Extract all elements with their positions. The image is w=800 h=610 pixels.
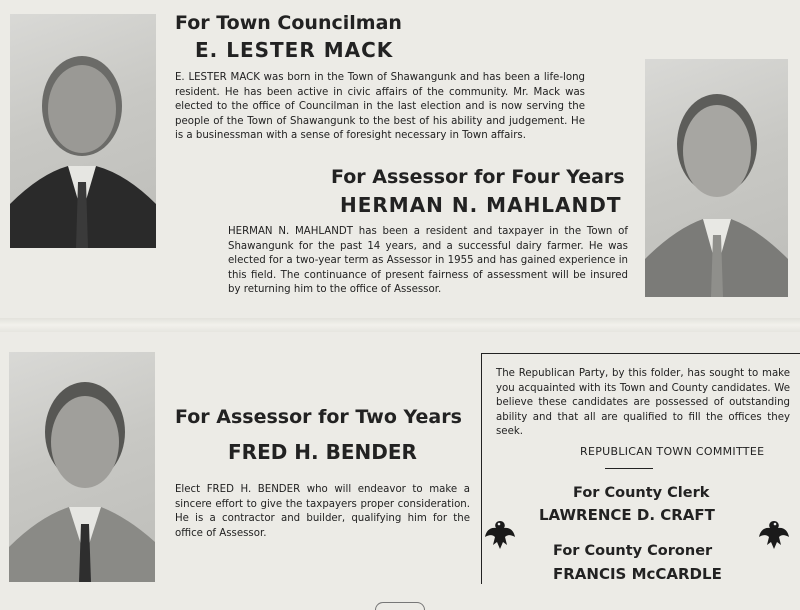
councilman-heading: For Town Councilman: [175, 12, 402, 34]
signature-rule: [605, 468, 653, 469]
page-fold: [0, 318, 800, 332]
assessor-two-heading: For Assessor for Two Years: [175, 406, 462, 428]
box-top-rule: [481, 353, 800, 354]
assessor-two-name: FRED H. BENDER: [228, 440, 417, 464]
committee-statement: The Republican Party, by this folder, has sought to make you acquainted with its Town and County candidates. We believe these candidates are possessed of outstanding ability and that all are qualified to fill the offices they seek.: [496, 368, 790, 438]
box-left-rule: [481, 353, 482, 584]
photo-herman-mahlandt: [645, 59, 788, 297]
assessor-two-bio: Elect FRED H. BENDER who will endeavor to make a sincere effort to give the taxpayers proper consideration. He is a contractor and builder, qualifying him for the office of Assessor.: [175, 484, 470, 539]
assessor-four-name: HERMAN N. MAHLANDT: [340, 193, 622, 217]
county-clerk-name: LAWRENCE D. CRAFT: [539, 506, 715, 524]
assessor-four-heading: For Assessor for Four Years: [331, 166, 625, 188]
photo-fred-bender: [9, 352, 155, 582]
photo-e-lester-mack: [10, 14, 156, 248]
eagle-icon: [758, 515, 790, 551]
county-clerk-heading: For County Clerk: [573, 485, 710, 501]
councilman-bio: E. LESTER MACK was born in the Town of Shawangunk and has been a life-long resident. He has been active in civic affairs of the community. Mr. Mack was elected to the office of Councilman in the last election and is now serving the people of the Town of Shawangunk to the best of his ability and judgement. He is a businessman with a sense of foresight necessary in Town affairs.: [175, 72, 585, 142]
eagle-icon: [484, 515, 516, 551]
county-coroner-name: FRANCIS McCARDLE: [553, 565, 722, 583]
county-coroner-heading: For County Coroner: [553, 543, 713, 559]
committee-signature: REPUBLICAN TOWN COMMITTEE: [580, 445, 765, 458]
councilman-name: E. LESTER MACK: [195, 38, 394, 62]
assessor-four-bio: HERMAN N. MAHLANDT has been a resident and taxpayer in the Town of Shawangunk for the past 14 years, and a successful dairy farmer. He was elected for a two-year term as Assessor in 1955 and has gained experience in this field. The continuance of present fairness of assessment will be insured by returning him to the office of Assessor.: [228, 226, 628, 296]
